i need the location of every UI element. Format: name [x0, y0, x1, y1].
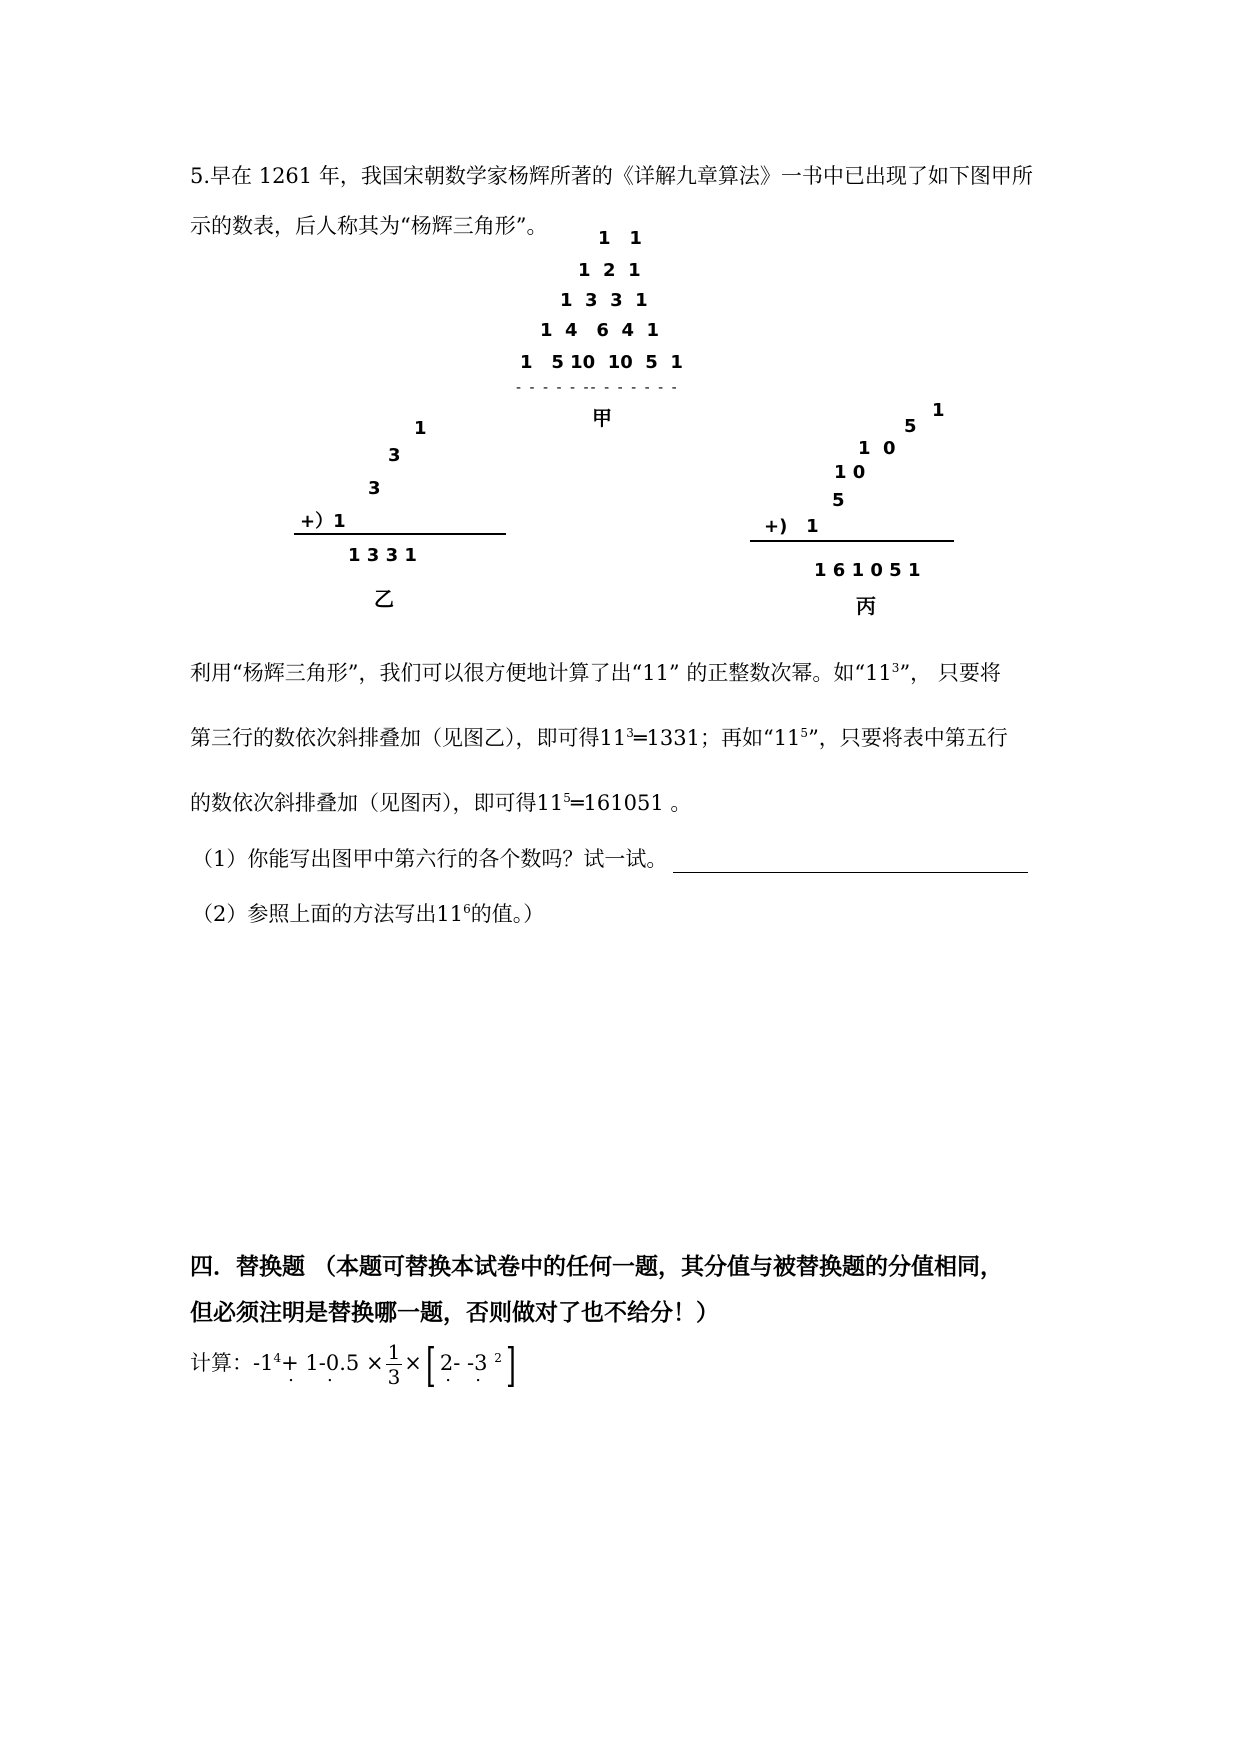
question-2 [192, 898, 544, 928]
question-1-text: （1）你能写出图甲中第六行的各个数吗？试一试。 [192, 847, 668, 871]
bing-row-3: 1 0 [858, 438, 896, 459]
calc-operator: + . [281, 1351, 299, 1375]
triangle-row-1: 1 1 [598, 228, 642, 249]
fraction-one-third [386, 1340, 403, 1389]
answer-blank[interactable] [673, 854, 1028, 873]
exponent: 3 [626, 726, 634, 740]
explanation-text: ”， 只要将 [899, 661, 1001, 685]
exponent: 4 [273, 1351, 282, 1365]
exponent: 5 [800, 726, 809, 740]
explanation-line-3 [190, 787, 691, 817]
explanation-text: 利用“杨辉三角形”，我们可以很方便地计算了出“11” 的正整数次幂。如“11 [190, 661, 892, 685]
problem-5-line-2: 示的数表，后人称其为“杨辉三角形”。 [190, 214, 548, 238]
figure-yi-caption: 乙 [374, 587, 394, 611]
yi-row-2: 3 [388, 445, 401, 466]
calc-term: -1 [253, 1351, 274, 1375]
section-4-heading-line-1: 四．替换题 （本题可替换本试卷中的任何一题，其分值与被替换题的分值相同， [190, 1254, 1004, 1280]
calc-term: 2 . [440, 1351, 453, 1375]
explanation-line-1 [190, 657, 1001, 687]
explanation-line-2 [190, 722, 1008, 752]
bing-row-1: 1 [932, 400, 945, 421]
exponent: 2 [494, 1351, 502, 1365]
yi-row-4: +）1 [300, 511, 346, 532]
fraction-denominator: 3 [387, 1365, 401, 1389]
exponent: 5 [563, 791, 571, 805]
yi-row-1: 1 [414, 418, 427, 439]
explanation-text: ═161051 。 [570, 791, 692, 815]
question-2-text: （2）参照上面的方法写出11 [192, 902, 464, 926]
bing-row-5: 5 [832, 490, 845, 511]
triangle-dashes: - - - - - -- - - - - - - [516, 380, 679, 396]
left-bracket: [ [425, 1337, 436, 1392]
bing-sum-line [750, 540, 954, 542]
triangle-row-4: 1 4 6 4 1 [540, 320, 660, 341]
explanation-text: ”，只要将表中第五行 [808, 726, 1008, 750]
calc-term: -3 . [467, 1351, 487, 1375]
explanation-text: 的数依次斜排叠加（见图丙），即可得11 [190, 791, 564, 815]
section-4-heading-line-2: 但必须注明是替换哪一题，否则做对了也不给分！） [190, 1300, 719, 1326]
triangle-row-3: 1 3 3 1 [560, 290, 648, 311]
calc-operator: × [365, 1351, 384, 1375]
figure-jia-caption: 甲 [592, 406, 612, 430]
question-2-text: 的值。） [470, 902, 545, 926]
calc-label: 计算： [190, 1351, 253, 1375]
bing-row-2: 5 [904, 416, 917, 437]
calc-operator: - [453, 1351, 461, 1375]
yi-row-3: 3 [368, 478, 381, 499]
problem-5-line-1: 5.早在 1261 年，我国宋朝数学家杨辉所著的《详解九章算法》一书中已出现了如下图甲所 [190, 164, 1033, 188]
calc-term: 1-0.5 . [305, 1351, 359, 1375]
figure-bing-caption: 丙 [856, 594, 876, 618]
bing-row-6: +) 1 [764, 516, 819, 537]
calc-operator: × [404, 1351, 422, 1375]
calc-expression [190, 1337, 520, 1400]
yi-sum: 1 3 3 1 [348, 545, 417, 566]
right-bracket: ] [505, 1337, 516, 1392]
question-1 [192, 843, 1028, 873]
explanation-text: ═1331；再如“11 [633, 726, 801, 750]
explanation-text: 第三行的数依次斜排叠加（见图乙），即可得11 [190, 726, 627, 750]
exponent: 3 [891, 661, 900, 675]
exponent: 6 [463, 902, 471, 916]
triangle-row-5: 1 5 10 10 5 1 [520, 352, 683, 373]
triangle-row-2: 1 2 1 [578, 260, 641, 281]
yi-sum-line [294, 533, 506, 535]
bing-sum: 1 6 1 0 5 1 [814, 560, 921, 581]
fraction-numerator: 1 [387, 1340, 401, 1364]
bing-row-4: 1 0 [834, 462, 866, 483]
